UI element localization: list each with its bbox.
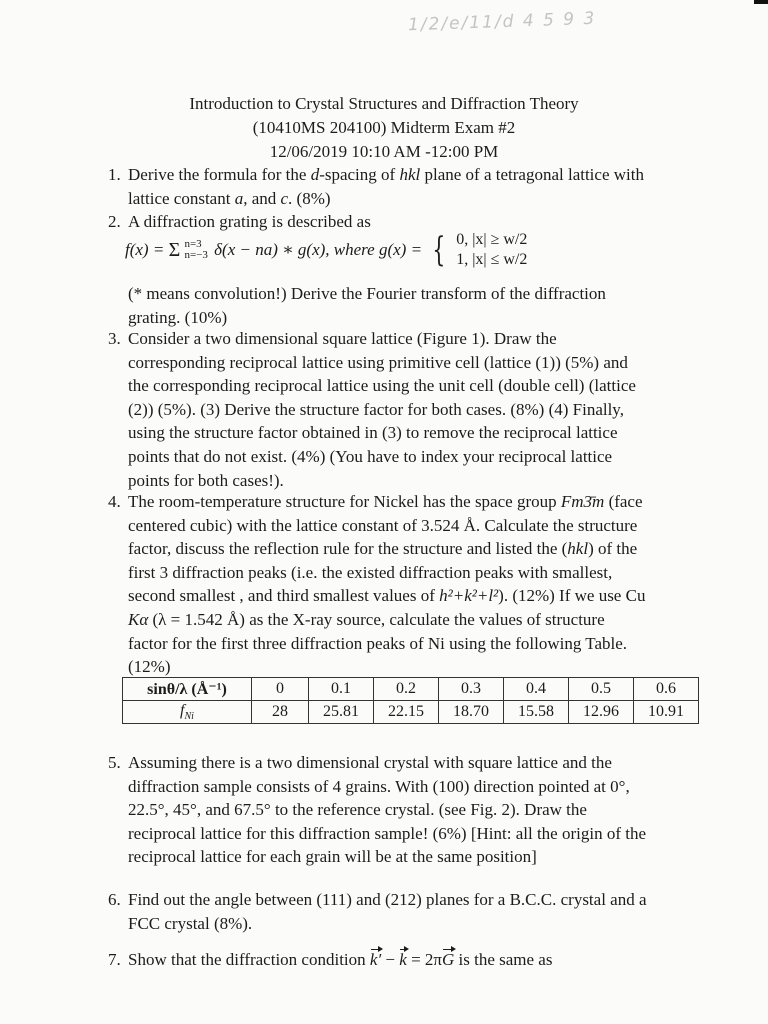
question-4: 4. The room-temperature structure for Nickel has the space group Fm3̄m (face centered cubic) with the lattice constant of 3.524 Å. Calculate the structure factor, discuss the reflection rule for the structure and listed the (hkl) of the first 3 diffraction peaks (i.e. the existed diffraction peaks with smallest, second smallest , and third smallest values of h²+k²+l²). (12%) If we use Cu Kα (λ = 1.542 Å) as the X-ray source, calculate the values of structure factor for the first three diffraction peaks of Ni using the following Table. (12%) <box>108 490 648 679</box>
corner-mark <box>754 0 768 4</box>
table-cell: 28 <box>252 701 309 724</box>
table-cell: 10.91 <box>634 701 699 724</box>
table-cell: 0.6 <box>634 678 699 701</box>
table-header-cell: $f_{Ni}$ <box>123 701 252 724</box>
k-vector: k <box>399 948 407 972</box>
question-7-text: Show that the diffraction condition k′ − k = 2πG is the same as <box>128 948 648 972</box>
table-row <box>123 701 699 724</box>
table-cell: 12.96 <box>569 701 634 724</box>
question-6: 6. Find out the angle between (111) and (212) planes for a B.C.C. crystal and a FCC crystal (8%). <box>108 888 648 935</box>
table-cell: 0 <box>252 678 309 701</box>
table-row <box>123 678 699 701</box>
question-2: 2. A diffraction grating is described as <box>108 210 648 234</box>
table-cell: 0.3 <box>439 678 504 701</box>
exam-header <box>0 92 768 164</box>
question-6-text: Find out the angle between (111) and (212) planes for a B.C.C. crystal and a FCC crystal (8%). <box>128 890 647 933</box>
question-2-note: (* means convolution!) Derive the Fourier transform of the diffraction grating. (10%) <box>128 284 606 327</box>
table-cell: 0.1 <box>309 678 374 701</box>
question-5: 5. Assuming there is a two dimensional crystal with square lattice and the diffraction sample consists of 4 grains. With (100) direction pointed at 0°, 22.5°, 45°, and 67.5° to the reference crystal. (see Fig. 2). Draw the reciprocal lattice for this diffraction sample! (6%) [Hint: all the origin of the reciprocal lattice for each grain will be at the same position] <box>108 751 648 869</box>
grating-formula: f(x) = Σ n=3 n=−3 δ(x − na) ∗ g(x), where g(x) = { 0, |x| ≥ w/2 1, |x| ≤ w/2 <box>125 230 528 270</box>
question-7: 7. Show that the diffraction condition k′ − k = 2πG is the same as <box>108 948 648 972</box>
g-vector: G <box>442 948 454 972</box>
table-cell: 0.2 <box>374 678 439 701</box>
question-1-text: Derive the formula for the d-spacing of hkl plane of a tetragonal lattice with lattice constant a, and c. (8%) <box>128 165 644 208</box>
table-cell: 18.70 <box>439 701 504 724</box>
case-2: 1, |x| ≤ w/2 <box>456 251 528 268</box>
exam-title: (10410MS 204100) Midterm Exam #2 <box>252 118 516 137</box>
exam-datetime: 12/06/2019 10:10 AM -12:00 PM <box>269 142 499 161</box>
question-1: 1. Derive the formula for the d-spacing of hkl plane of a tetragonal lattice with lattice constant a, and c. (8%) <box>108 163 648 210</box>
table-cell: 25.81 <box>309 701 374 724</box>
course-title: Introduction to Crystal Structures and Diffraction Theory <box>189 94 579 113</box>
table-cell: 22.15 <box>374 701 439 724</box>
scattering-factor-table <box>122 677 699 724</box>
question-2-text: A diffraction grating is described as <box>128 212 371 231</box>
table-cell: 15.58 <box>504 701 569 724</box>
k-prime-vector: k′ <box>370 948 381 972</box>
question-3: 3. Consider a two dimensional square lattice (Figure 1). Draw the corresponding reciprocal lattice using primitive cell (lattice (1)) (5%) and the corresponding reciprocal lattice using the unit cell (double cell) (lattice (2)) (5%). (3) Derive the structure factor for both cases. (8%) (4) Finally, using the structure factor obtained in (3) to remove the reciprocal lattice points that do not exist. (4%) (You have to index your reciprocal lattice points for both cases!). <box>108 327 648 492</box>
table-cell: 0.4 <box>504 678 569 701</box>
question-4-text: The room-temperature structure for Nickel has the space group Fm3̄m (face centered cubic) with the lattice constant of 3.524 Å. Calculate the structure factor, discuss the reflection rule for the structure and listed the (hkl) of the first 3 diffraction peaks (i.e. the existed diffraction peaks with smallest, second smallest , and third smallest values of h²+k²+l²). (12%) If we use Cu Kα (λ = 1.542 Å) as the X-ray source, calculate the values of structure factor for the first three diffraction peaks of Ni using the following Table. (12%) <box>128 492 646 677</box>
question-5-text: Assuming there is a two dimensional crystal with square lattice and the diffraction sample consists of 4 grains. With (100) direction pointed at 0°, 22.5°, 45°, and 67.5° to the reference crystal. (see Fig. 2). Draw the reciprocal lattice for this diffraction sample! (6%) [Hint: all the origin of the reciprocal lattice for each grain will be at the same position] <box>128 753 647 867</box>
table-header-cell: sinθ/λ (Å⁻¹) <box>123 678 252 701</box>
case-1: 0, |x| ≥ w/2 <box>456 231 528 248</box>
table-cell: 0.5 <box>569 678 634 701</box>
space-group: Fm3̄m <box>560 492 605 511</box>
question-3-text: Consider a two dimensional square lattice (Figure 1). Draw the corresponding reciprocal lattice using primitive cell (lattice (1)) (5%) and the corresponding reciprocal lattice using the unit cell (double cell) (lattice (2)) (5%). (3) Derive the structure factor for both cases. (8%) (4) Finally, using the structure factor obtained in (3) to remove the reciprocal lattice points that do not exist. (4%) (You have to index your reciprocal lattice points for both cases!). <box>128 329 636 490</box>
handwritten-note: 1/2/e/11/d 4 5 9 3 <box>407 8 597 36</box>
